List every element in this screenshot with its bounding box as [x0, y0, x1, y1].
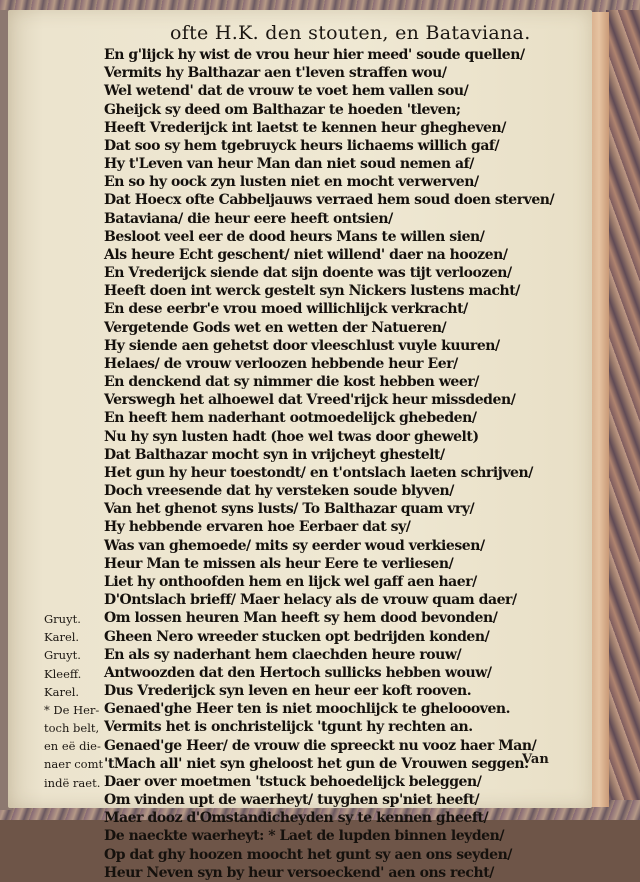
- verse-text: [104, 46, 555, 882]
- stage-direction-note: naer comt: [44, 757, 104, 772]
- dialogue-line: Genaed'ghe Heer ten is niet moochlijck te gheloooven.: [104, 701, 511, 718]
- verse-line: Liet hy onthoofden hem en lijck wel gaff aen haer/: [104, 573, 477, 590]
- dialogue-line: 'tMach all' niet syn gheloost het gun de Vrouwen seggen.: [104, 755, 529, 772]
- verse-line: Nu hy syn lusten hadt (hoe wel twas door ghewelt): [104, 428, 479, 445]
- verse-line: Als heure Echt geschent/ niet willend' daer na hoozen/: [104, 246, 508, 263]
- verse-line: Heeft Vrederijck int laetst te kennen heur ghegheven/: [104, 119, 506, 136]
- verse-line: En als sy naderhant hem claechden heure rouw/: [104, 646, 462, 663]
- dialogue-line: Op dat ghy hoozen moocht het gunt sy aen ons seyden/: [104, 846, 512, 863]
- verse-line: Heeft doen int werck gestelt syn Nickers lustens macht/: [104, 283, 520, 300]
- verse-line: Verswegh het alhoewel dat Vreed'rijck heur missdeden/: [104, 392, 516, 409]
- verse-line: En g'lijck hy wist de vrou heur hier meed' soude quellen/: [104, 47, 525, 63]
- speaker-label: Karel.: [44, 684, 80, 699]
- catchword: Van: [522, 752, 549, 767]
- verse-line: En denckend dat sy nimmer die kost hebben weer/: [104, 374, 479, 391]
- verse-line: Het gun hy heur toestondt/ en t'ontslach laeten schrijven/: [104, 464, 533, 481]
- verse-line: Om lossen heuren Man heeft sy hem dood bevonden/: [104, 610, 498, 627]
- stage-direction-note: indë raet.: [44, 775, 101, 790]
- dialogue-line: Maer dooz d'Omstandicheyden sy te kennen gheeft/: [104, 810, 489, 827]
- verse-line: Bataviana/ die heur eere heeft ontsien/: [104, 210, 393, 227]
- speaker-label: Kleeff.: [44, 666, 82, 681]
- verse-line: Antwoozden dat den Hertoch sullicks hebben wouw/: [104, 664, 492, 681]
- verse-line: En dese eerbr'e vrou moed willichlijck verkracht/: [104, 301, 468, 318]
- stage-direction-note: toch belt,: [44, 721, 100, 736]
- verse-line: Wel wetend' dat de vrouw te voet hem vallen sou/: [104, 83, 469, 100]
- stage-direction-note: en eë die-: [44, 739, 101, 754]
- verse-line: Hy hebbende ervaren hoe Eerbaer dat sy/: [104, 519, 411, 536]
- verse-line: Vermits hy Balthazar aen t'leven straffen wou/: [104, 65, 447, 82]
- verse-line: Van het ghenot syns lusts/ To Balthazar quam vry/: [104, 501, 475, 518]
- verse-line: Heur Man te missen als heur Eere te verliesen/: [104, 555, 454, 572]
- verse-line: Dat Hoecx ofte Cabbeljauws verraed hem soud doen sterven/: [104, 192, 555, 209]
- verse-line: En so hy oock zyn lusten niet en mocht verwerven/: [104, 174, 479, 191]
- page-edge: [590, 12, 609, 807]
- running-header: ofte H.K. den stouten, en Bataviana.: [170, 22, 531, 44]
- verse-line: Dat Balthazar mocht syn in vrijcheyt ghestelt/: [104, 446, 445, 463]
- verse-line: Hy siende aen gehetst door vleeschlust vuyle kuuren/: [104, 337, 500, 354]
- dialogue-line: Genaed'ge Heer/ de vrouw die spreeckt nu vooz haer Man/: [104, 737, 537, 754]
- dialogue-line: De naeckte waerheyt: * Laet de lupden binnen leyden/: [104, 828, 505, 845]
- verse-line: Was van ghemoede/ mits sy eerder woud verkiesen/: [104, 537, 485, 554]
- verse-line: En Vrederijck siende dat sijn doente was tijt verloozen/: [104, 265, 512, 282]
- margin-notes: [44, 610, 114, 792]
- verse-line: Doch vreesende dat hy versteken soude blyven/: [104, 483, 454, 500]
- verse-line: Hy t'Leven van heur Man dan niet soud nemen af/: [104, 156, 474, 173]
- speaker-label: Gruyt.: [44, 648, 81, 663]
- dialogue-line: Vermits het is onchristelijck 'tgunt hy rechten an.: [104, 719, 473, 736]
- dialogue-line: Heur Neven syn by heur versoeckend' aen ons recht/: [104, 864, 494, 881]
- verse-line: Gheijck sy deed om Balthazar te hoeden 'tleven;: [104, 101, 461, 118]
- dialogue-line: Daer over moetmen 'tstuck behoedelijck beleggen/: [104, 773, 482, 790]
- verse-line: Dat soo sy hem tgebruyck heurs lichaems willich gaf/: [104, 137, 500, 154]
- stage-direction-note: * De Her-: [44, 702, 100, 717]
- verse-line: Vergetende Gods wet en wetten der Natueren/: [104, 319, 447, 336]
- verse-line: Gheen Nero wreeder stucken opt bedrijden konden/: [104, 628, 490, 645]
- verse-line: D'Ontslach brieff/ Maer helacy als de vrouw quam daer/: [104, 592, 517, 609]
- verse-line: En heeft hem naderhant ootmoedelijck ghebeden/: [104, 410, 477, 427]
- dialogue-line: Om vinden upt de waerheyt/ tuyghen sp'niet heeft/: [104, 792, 480, 809]
- marbled-cover-right: [606, 10, 640, 820]
- verse-line: Helaes/ de vrouw verloozen hebbende heur Eer/: [104, 355, 458, 372]
- speaker-label: Gruyt.: [44, 612, 81, 626]
- verse-line: Besloot veel eer de dood heurs Mans te willen sien/: [104, 228, 485, 245]
- speaker-label: Karel.: [44, 630, 80, 645]
- verse-line: Dus Vrederijck syn leven en heur eer koft rooven.: [104, 683, 472, 700]
